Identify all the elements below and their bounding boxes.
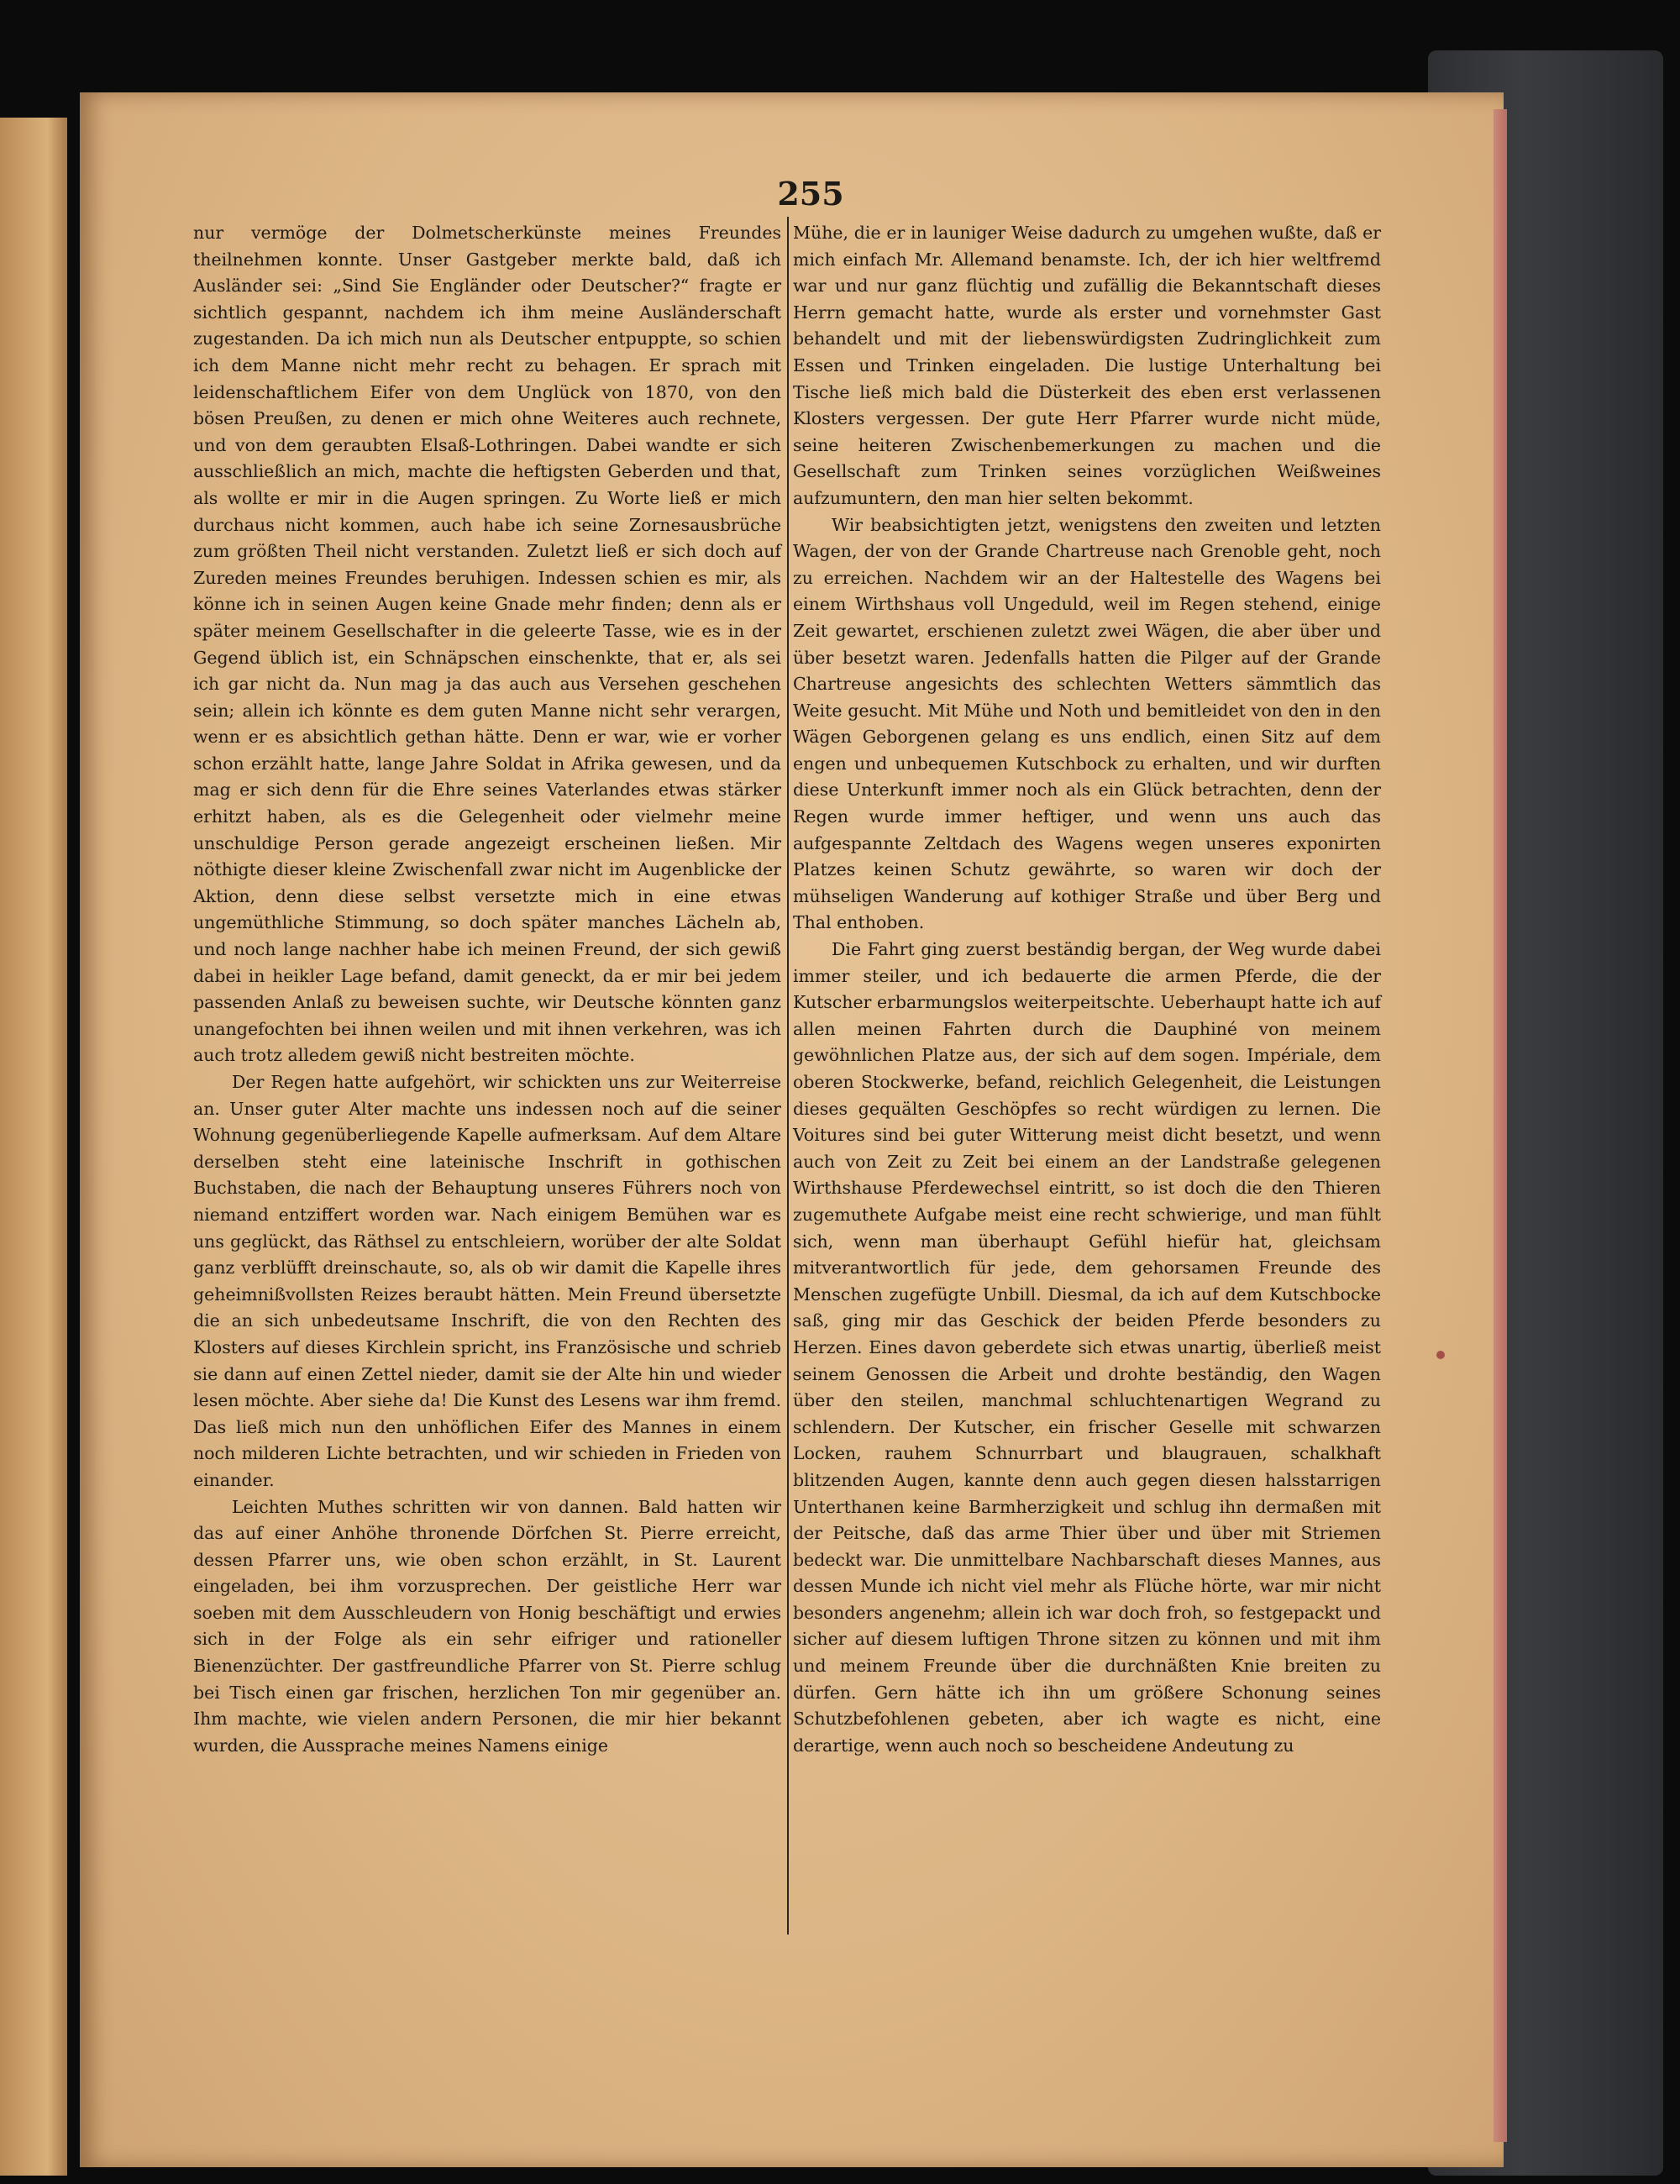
paragraph: Wir beabsichtigten jetzt, wenigstens den zweiten und letzten Wagen, der von der Grande Chartreuse nach Grenoble geht, noch zu erreichen. Nachdem wir an der Haltestelle des Wagens bei einem Wirthshaus voll Ungeduld, weil im Regen stehend, einige Zeit gewartet, erschienen zuletzt zwei Wägen, die aber über und über besetzt waren. Jedenfalls hatten die Pilger auf der Grande Chartreuse angesichts des schlechten Wetters sämmtlich das Weite gesucht. Mit Mühe und Noth und bemitleidet von den in den Wägen Geborgenen gelang es uns endlich, einen Sitz auf dem engen und unbequemen Kutschbock zu erhalten, und wir durften diese Unterkunft immer noch als ein Glück betrachten, denn der Regen wurde immer heftiger, und wenn uns auch das aufgespannte Zeltdach des Wagens wegen unseres exponirten Platzes keinen Schutz gewährte, so waren wir doch der mühseligen Wanderung auf kothiger Straße und über Berg und Thal enthoben. <box>793 514 1381 933</box>
paragraph: Die Fahrt ging zuerst beständig bergan, der Weg wurde dabei immer steiler, und ich bedauerte die armen Pferde, die der Kutscher erbarmungslos weiterpeitschte. Ueberhaupt hatte ich auf allen meinen Fahrten durch die Dauphiné von meinem gewöhnlichen Platze aus, der sich auf dem sogen. Impériale, dem oberen Stockwerke, befand, reichlich Gelegenheit, die Leistungen dieses gequälten Geschöpfes so recht würdigen zu lernen. Die Voitures sind bei guter Witterung meist dicht besetzt, und wenn auch von Zeit zu Zeit bei einem an der Landstraße gelegenen Wirthshause Pferdewechsel eintritt, so ist doch die den Thieren zugemuthete Aufgabe meist eine recht schwierige, und man fühlt sich, wenn man überhaupt Gefühl hiefür hat, gleichsam mitverantwortlich für jede, dem gehorsamen Freunde des Menschen zugefügte Unbill. Diesmal, da ich auf dem Kutschbocke saß, ging mir das Geschick der beiden Pferde besonders zu Herzen. Eines davon geberdete sich etwas unartig, überließ meist seinem Genossen die Arbeit und drohte beständig, den Wagen über den steilen, manchmal schluchtenartigen Wegrand zu schlendern. Der Kutscher, ein frischer Geselle mit schwarzen Locken, rauhem Schnurrbart und blaugrauen, schalkhaft blitzenden Augen, kannte denn auch gegen diesen halsstarrigen Unterthanen keine Barmherzigkeit und schlug ihn dermaßen mit der Peitsche, daß das arme Thier über und über mit Striemen bedeckt war. Die unmittelbare Nachbarschaft dieses Mannes, aus dessen Munde ich nicht viel mehr als Flüche hörte, war mir nicht besonders angenehm; allein ich war doch froh, so festgepackt und sicher auf diesem luftigen Throne sitzen zu können und mit ihm und meinem Freunde über die durchnäßten Knie breiten zu dürfen. Gern hätte ich ihn um größere Schonung seines Schutzbefohlenen gebeten, aber ich wagte es nicht, eine derartige, wenn auch noch so bescheidene Andeutung zu <box>793 939 1381 1756</box>
column-divider <box>787 217 789 1935</box>
paragraph: Leichten Muthes schritten wir von dannen. Bald hatten wir das auf einer Anhöhe thronende Dörfchen St. Pierre erreicht, dessen Pfarrer uns, wie oben schon erzählt, in St. Laurent eingeladen, bei ihm vorzusprechen. Der geistliche Herr war soeben mit dem Ausschleudern von Honig beschäftigt und erwies sich in der Folge als ein sehr eifriger und rationeller Bienenzüchter. Der gastfreundliche Pfarrer von St. Pierre schlug bei Tisch einen gar frischen, herzlichen Ton mir gegenüber an. Ihm machte, wie vielen andern Personen, die mir hier bekannt wurden, die Aussprache meines Namens einige <box>193 1496 781 1756</box>
left-page-edge <box>0 118 67 2176</box>
right-column <box>793 220 1381 1759</box>
paragraph: nur vermöge der Dolmetscherkünste meines Freundes theilnehmen konnte. Unser Gastgeber merkte bald, daß ich Ausländer sei: „Sind Sie Engländer oder Deutscher?“ fragte er sichtlich gespannt, nachdem ich ihm meine Ausländerschaft zugestanden. Da ich mich nun als Deutscher entpuppte, so schien ich dem Manne nicht mehr recht zu behagen. Er sprach mit leidenschaftlichem Eifer von dem Unglück von 1870, von den bösen Preußen, zu denen er mich ohne Weiteres auch rechnete, und von dem geraubten Elsaß-Lothringen. Dabei wandte er sich ausschließlich an mich, machte die heftigsten Geberden und that, als wollte er mir in die Augen springen. Zu Worte ließ er mich durchaus nicht kommen, auch habe ich seine Zornesausbrüche zum größten Theil nicht verstanden. Zuletzt ließ er sich doch auf Zureden meines Freundes beruhigen. Indessen schien es mir, als könne ich in seinen Augen keine Gnade mehr finden; denn als er später meinem Gesellschafter in die geleerte Tasse, wie es in der Gegend üblich ist, ein Schnäpschen einschenkte, that er, als sei ich gar nicht da. Nun mag ja das auch aus Versehen geschehen sein; allein ich könnte es dem guten Manne nicht sehr verargen, wenn er es absichtlich gethan hätte. Denn er war, wie er vorher schon erzählt hatte, lange Jahre Soldat in Afrika gewesen, und da mag er sich denn für die Ehre seines Vaterlandes etwas stärker erhitzt haben, als es die Gelegenheit oder vielmehr meine unschuldige Person gerade angezeigt erscheinen ließen. Mir nöthigte dieser kleine Zwischenfall zwar nicht im Augenblicke der Aktion, denn diese selbst versetzte mich in eine etwas ungemüthliche Stimmung, so doch später manches Lächeln ab, und noch lange nachher habe ich meinen Freund, der sich gewiß dabei in heikler Lage befand, damit geneckt, da er mir bei jedem passenden Anlaß zu beweisen suchte, wir Deutsche könnten ganz unangefochten bei ihnen weilen und mit ihnen verkehren, was ich auch trotz alledem gewiß nicht bestreiten möchte. <box>193 223 781 1066</box>
left-column <box>193 220 781 1759</box>
paragraph: Mühe, die er in launiger Weise dadurch zu umgehen wußte, daß er mich einfach Mr. Allemand benamste. Ich, der ich hier weltfremd war und nur ganz flüchtig und zufällig die Bekanntschaft dieses Herrn gemacht hatte, wurde als erster und vornehmster Gast behandelt und mit der liebenswürdigsten Zudringlichkeit zum Essen und Trinken eingeladen. Die lustige Unterhaltung bei Tische ließ mich bald die Düsterkeit des eben erst verlassenen Klosters vergessen. Der gute Herr Pfarrer wurde nicht müde, seine heiteren Zwischenbemerkungen zu machen und die Gesellschaft zum Trinken seines vorzüglichen Weißweines aufzumuntern, den man hier selten bekommt. <box>793 223 1381 508</box>
paragraph: Der Regen hatte aufgehört, wir schickten uns zur Weiterreise an. Unser guter Alter machte uns indessen noch auf die seiner Wohnung gegenüberliegende Kapelle aufmerksam. Auf dem Altare derselben steht eine lateinische Inschrift in gothischen Buchstaben, die nach der Behauptung unseres Führers noch von niemand entziffert worden war. Nach einigem Bemühen war es uns geglückt, das Räthsel zu entschleiern, worüber der alte Soldat ganz verblüfft dreinschaute, so, als ob wir damit die Kapelle ihres geheimnißvollsten Reizes beraubt hätten. Mein Freund übersetzte die an sich unbedeutsame Inschrift, die von den Rechten des Klosters auf dieses Kirchlein spricht, ins Französische und schrieb sie dann auf einen Zettel nieder, damit sie der Alte hin und wieder lesen möchte. Aber siehe da! Die Kunst des Lesens war ihm fremd. Das ließ mich nun den unhöflichen Eifer des Mannes in einem noch milderen Lichte betrachten, und wir schieden in Frieden von einander. <box>193 1072 781 1490</box>
page-number: 255 <box>777 175 844 213</box>
paper-stain <box>1436 1351 1445 1359</box>
page-fore-edge <box>1494 109 1507 2142</box>
